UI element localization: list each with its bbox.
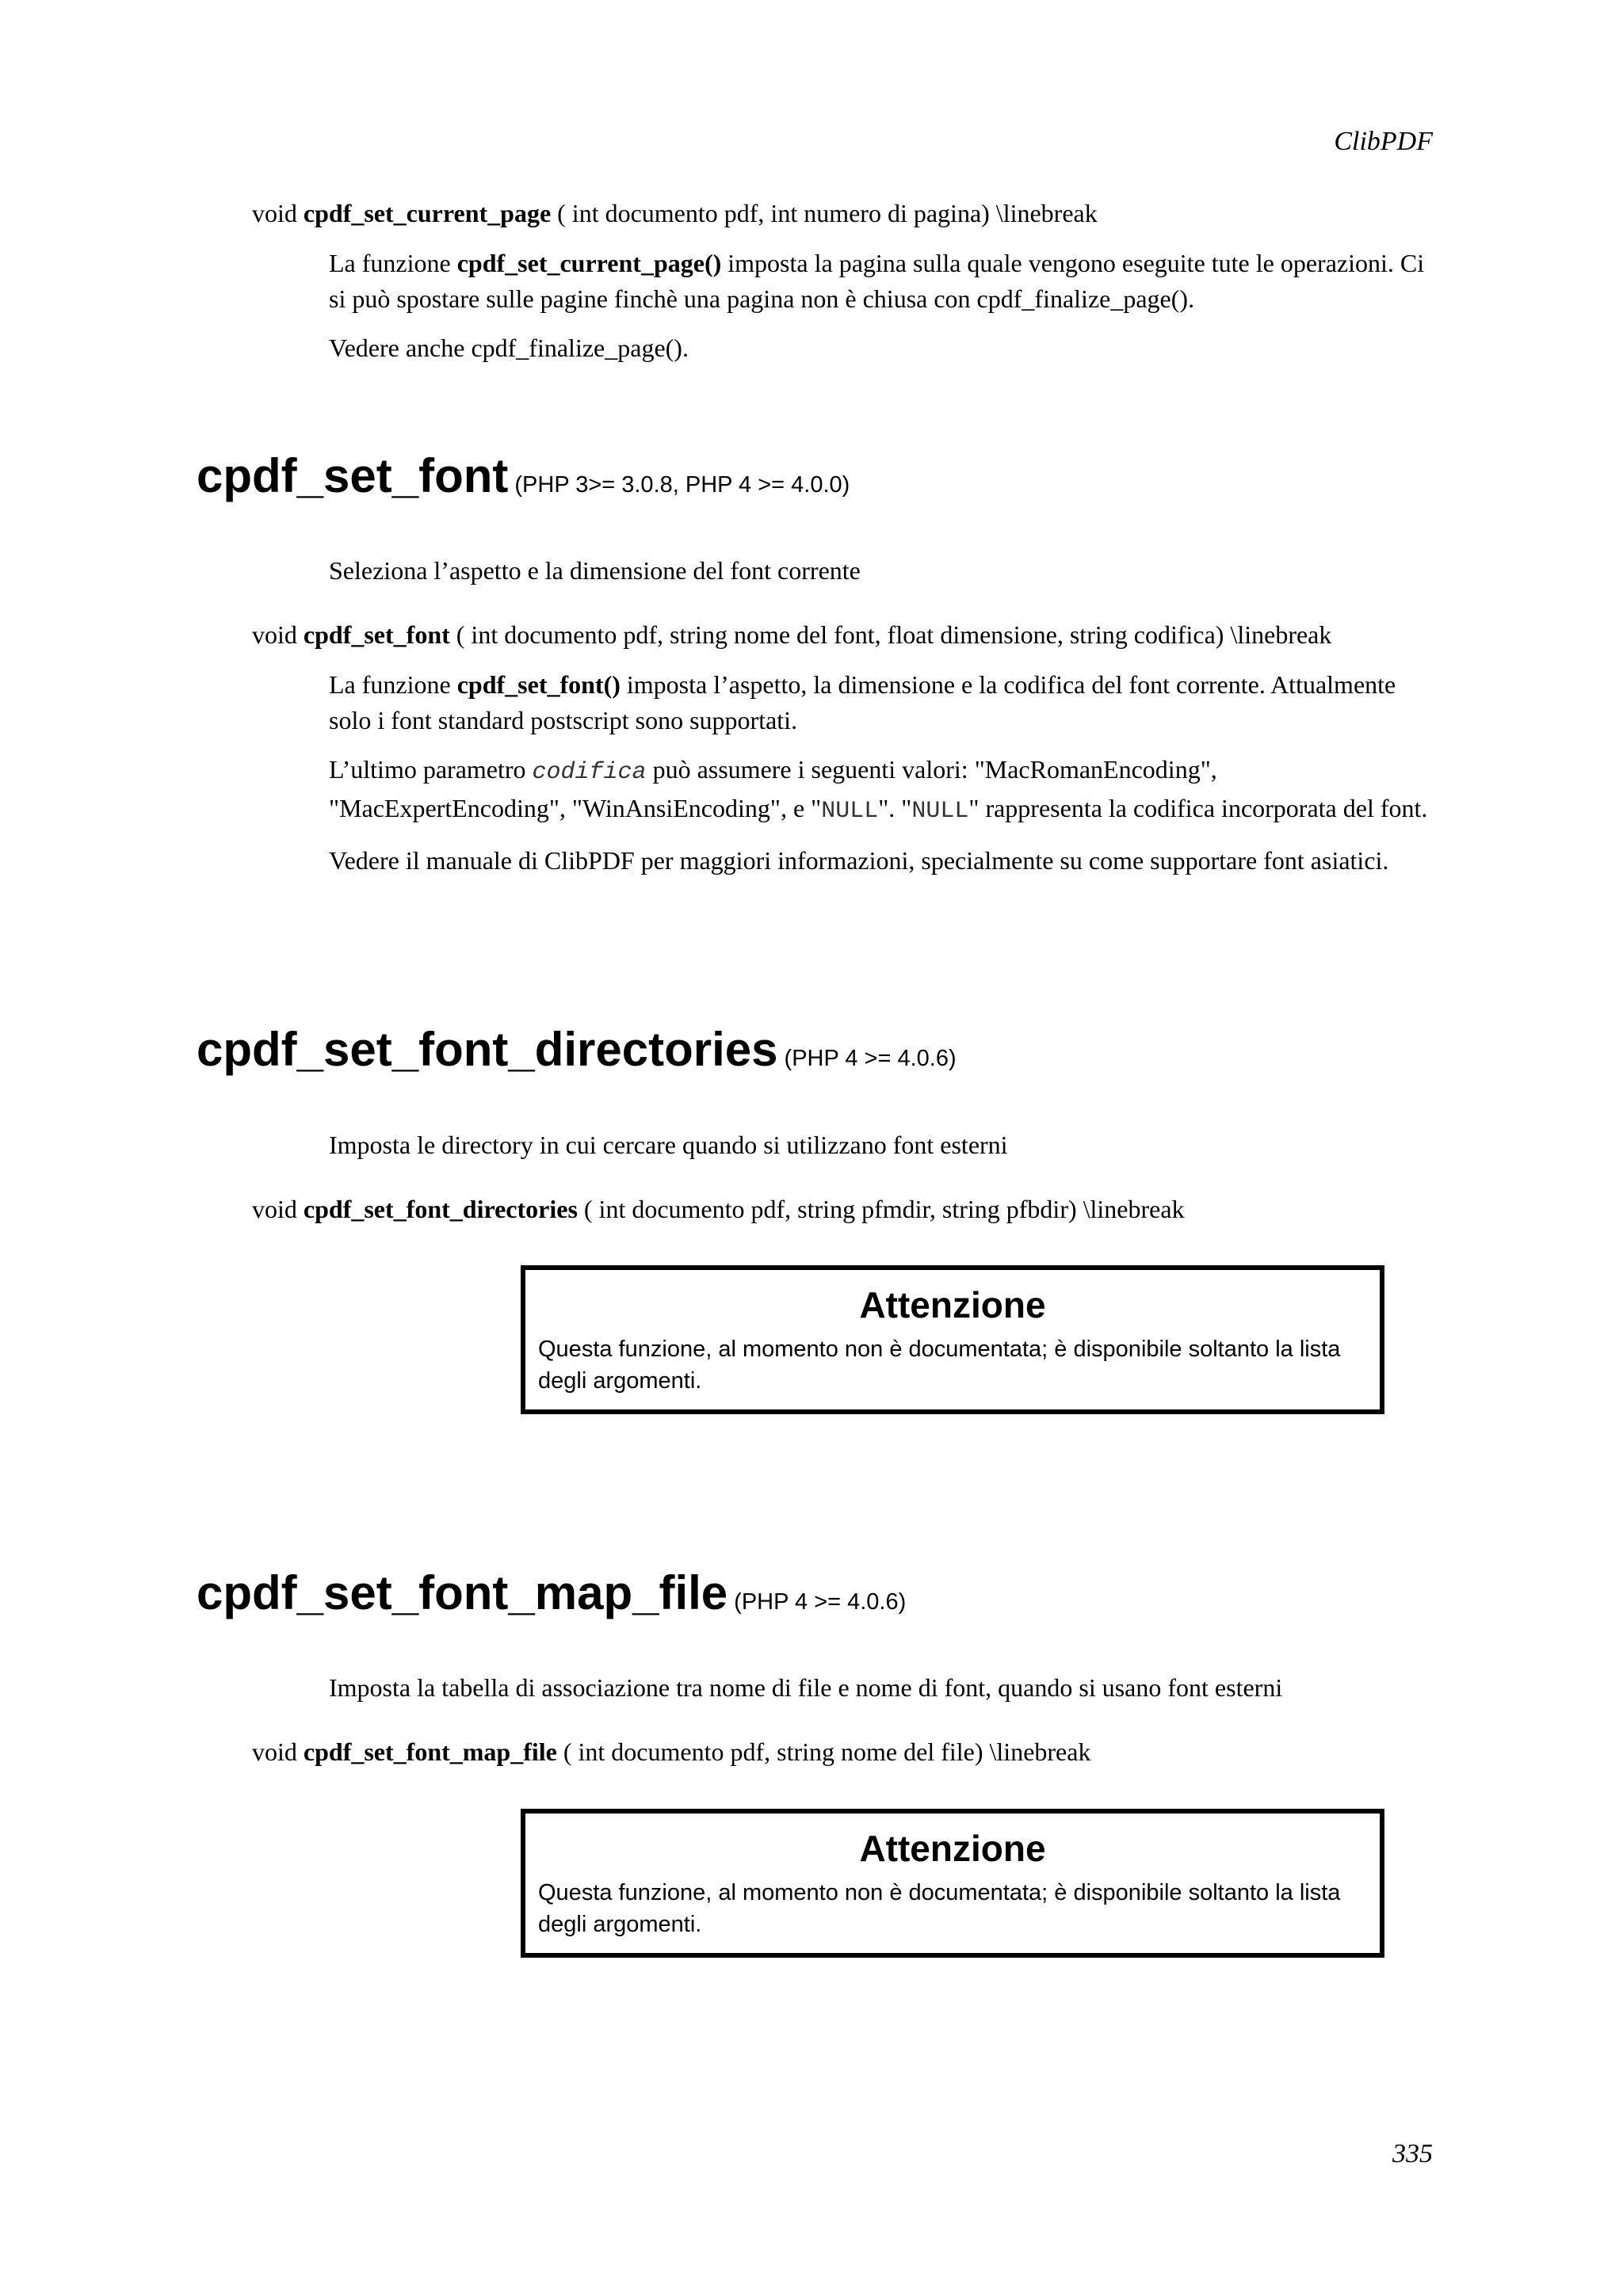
- entry-title-name: cpdf_set_font_directories: [197, 1023, 778, 1076]
- literal-value: NULL: [911, 798, 969, 825]
- text-run: imposta la pagina sulla quale vengono eseguite tute le operazioni. Ci si può spostare sulle pagine finchè una pagina non è chiusa con cpdf_finalize_page().: [329, 249, 1425, 313]
- function-description: [329, 246, 1438, 379]
- entry-title: [197, 448, 850, 503]
- entry-purpose: Seleziona l’aspetto e la dimensione del font corrente: [329, 556, 861, 585]
- function-synopsis: [252, 1734, 1465, 1770]
- description-paragraph: [329, 752, 1438, 830]
- function-synopsis: [252, 196, 1465, 231]
- return-type: void: [252, 199, 297, 227]
- return-type: void: [252, 620, 297, 649]
- function-name: cpdf_set_font_map_file: [303, 1737, 557, 1766]
- entry-title: [197, 1022, 957, 1077]
- function-reference: cpdf_set_font(): [456, 670, 621, 699]
- warning-title: Attenzione: [859, 1828, 1046, 1869]
- text-run: ". ": [878, 794, 912, 822]
- function-name: cpdf_set_font: [303, 620, 450, 649]
- warning-title: Attenzione: [859, 1284, 1046, 1325]
- function-params: ( int documento pdf, int numero di pagina) \linebreak: [557, 199, 1098, 227]
- function-description: [329, 667, 1438, 892]
- return-type: void: [252, 1195, 297, 1223]
- warning-box: [521, 1809, 1384, 1958]
- text-run: L’ultimo parametro: [329, 755, 526, 784]
- function-params: ( int documento pdf, string nome del font, float dimensione, string codifica) \linebreak: [456, 620, 1332, 649]
- warning-box: [521, 1265, 1384, 1414]
- text-run: La funzione: [329, 670, 451, 699]
- function-params: ( int documento pdf, string nome del file) \linebreak: [563, 1737, 1091, 1766]
- entry-purpose: Imposta le directory in cui cercare quando si utilizzano font esterni: [329, 1131, 1008, 1159]
- parameter-name: codifica: [532, 759, 647, 786]
- running-header: ClibPDF: [1334, 127, 1433, 156]
- text-run: imposta l’aspetto, la dimensione e la codifica del font corrente. Attualmente solo i font standard postscript sono supportati.: [329, 670, 1396, 734]
- function-params: ( int documento pdf, string pfmdir, string pfbdir) \linebreak: [583, 1195, 1185, 1223]
- entry-version: (PHP 3>= 3.0.8, PHP 4 >= 4.0.0): [514, 472, 850, 498]
- entry-title-name: cpdf_set_font: [197, 449, 509, 502]
- text-run: può assumere i seguenti valori: "MacRomanEncoding", "MacExpertEncoding", "WinAnsiEncoding", e ": [329, 755, 1217, 822]
- function-name: cpdf_set_current_page: [303, 199, 552, 227]
- entry-version: (PHP 4 >= 4.0.6): [734, 1589, 907, 1615]
- description-paragraph: [329, 246, 1438, 317]
- entry-purpose: Imposta la tabella di associazione tra nome di file e nome di font, quando si usano font esterni: [329, 1673, 1283, 1702]
- page-number: 335: [1392, 2139, 1433, 2168]
- return-type: void: [252, 1737, 297, 1766]
- literal-value: NULL: [821, 798, 879, 825]
- entry-version: (PHP 4 >= 4.0.6): [784, 1046, 957, 1071]
- text-run: La funzione: [329, 249, 451, 277]
- function-name: cpdf_set_font_directories: [303, 1195, 578, 1223]
- description-paragraph: Vedere il manuale di ClibPDF per maggiori informazioni, specialmente su come supportare font asiatici.: [329, 846, 1389, 875]
- description-paragraph: [329, 667, 1438, 738]
- warning-text: Questa funzione, al momento non è documentata; è disponibile soltanto la lista degli argomenti.: [538, 1880, 1341, 1937]
- text-run: " rappresenta la codifica incorporata del font.: [968, 794, 1428, 822]
- warning-text: Questa funzione, al momento non è documentata; è disponibile soltanto la lista degli argomenti.: [538, 1337, 1341, 1394]
- function-synopsis: [252, 1192, 1465, 1227]
- entry-title: [197, 1566, 906, 1620]
- entry-title-name: cpdf_set_font_map_file: [197, 1566, 728, 1619]
- see-also-paragraph: Vedere anche cpdf_finalize_page().: [329, 334, 689, 362]
- function-reference: cpdf_set_current_page(): [456, 249, 722, 277]
- function-synopsis: [252, 617, 1465, 653]
